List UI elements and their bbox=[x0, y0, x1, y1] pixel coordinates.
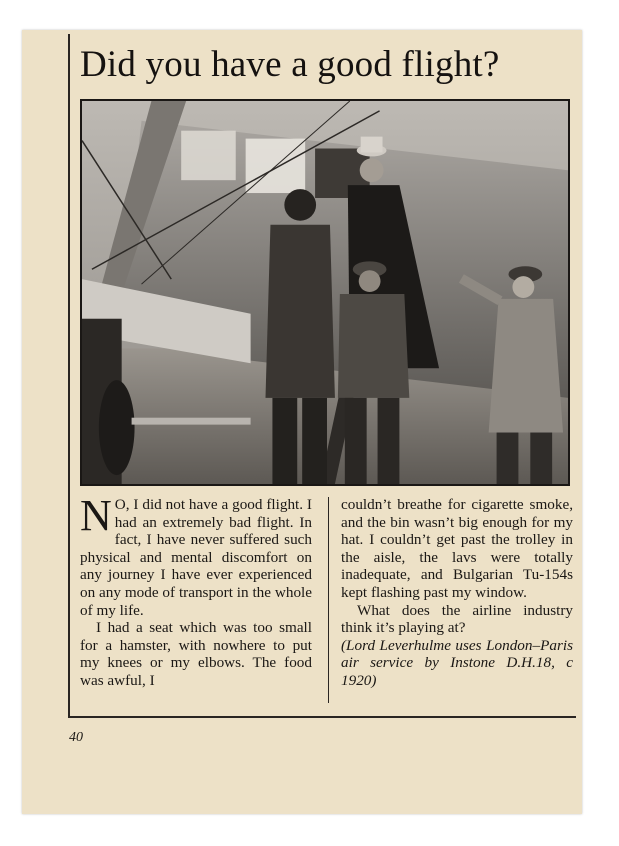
paragraph-1 bbox=[80, 491, 312, 619]
headline: Did you have a good flight? bbox=[80, 44, 500, 85]
frame-rule-bottom bbox=[68, 716, 576, 718]
photo-illustration bbox=[82, 101, 568, 484]
paragraph-3: couldn’t breathe for cigarette smoke, and the bin wasn’t big enough for my hat. I couldn’t get past the trolley in the aisle, the lavs were totally inadequate, and Bulgarian Tu-154s kept flashing past my window. bbox=[341, 496, 573, 601]
article-column-left bbox=[80, 491, 312, 690]
dropcap: N bbox=[80, 491, 112, 540]
page-number: 40 bbox=[69, 730, 83, 745]
photo-biplane-boarding bbox=[80, 99, 570, 486]
paragraph-4: What does the airline industry think it’s playing at? bbox=[341, 601, 573, 637]
photo-caption: (Lord Leverhulme uses London–Paris air service by Instone D.H.18, c 1920) bbox=[341, 636, 573, 689]
article-column-right bbox=[341, 496, 573, 690]
paragraph-1-text: O, I did not have a good flight. I had an extremely bad flight. In fact, I have never suffered such physical and mental discomfort on any journey I have ever experienced on any mode of transport in the whole of my life. bbox=[80, 496, 312, 619]
paragraph-2: I had a seat which was too small for a hamster, with nowhere to put my knees or my elbows. The food was awful, I bbox=[80, 619, 312, 689]
column-rule bbox=[328, 497, 329, 703]
frame-rule-left bbox=[68, 34, 70, 718]
